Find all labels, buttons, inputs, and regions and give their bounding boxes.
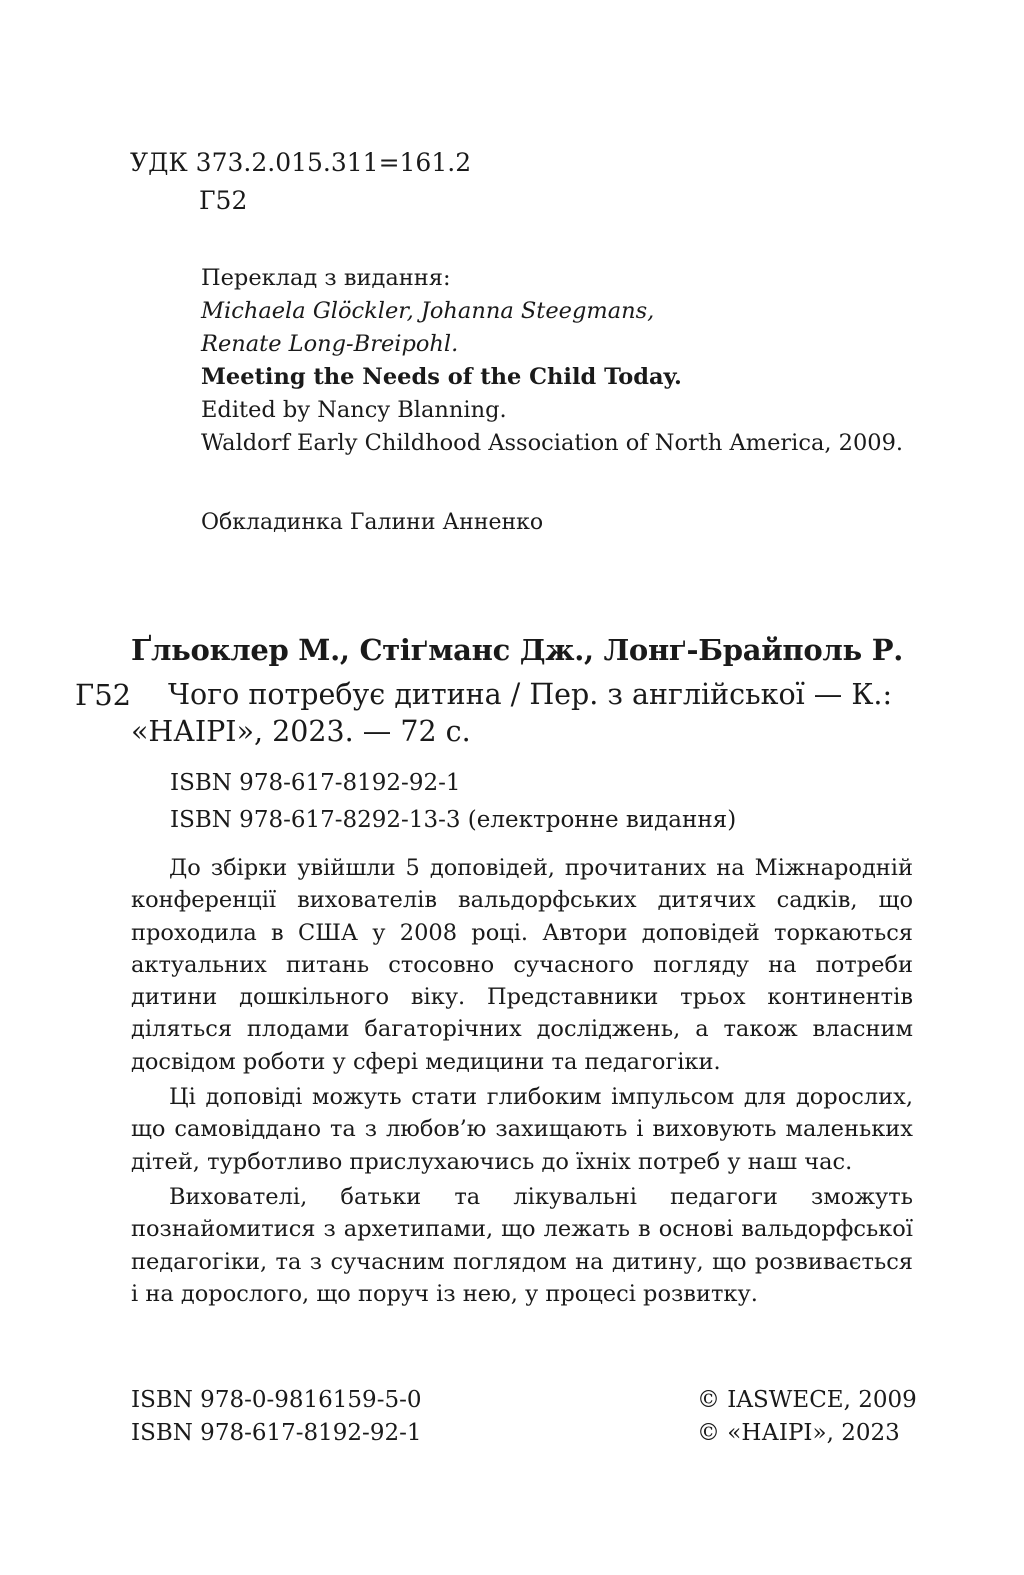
original-editor: Edited by Nancy Blanning. [201,397,507,423]
original-authors-line-2: Renate Long-Breipohl. [201,331,459,357]
bibliographic-title-line-1: Чого потребує дитина / Пер. з англійської — К.: [168,678,893,711]
annotation-paragraph: Вихователі, батьки та лікувальні педагоги зможуть познайомитися з архетипами, що лежать в основі вальдорфської педагогіки, та з сучасним поглядом на дитину, що розвивається і на дорослого, що поруч із нею, у процесі розвитку. [131,1183,913,1307]
footer-isbn-translation: ISBN 978-617-8192-92-1 [131,1420,422,1446]
bibliographic-title-line-2: «НАІРІ», 2023. — 72 с. [131,715,471,748]
annotation-paragraph: Ці доповіді можуть стати глибоким імпульсом для дорослих, що самовіддано та з любов’ю захищають і виховують маленьких дітей, турботливо прислухаючись до їхніх потреб у наш час. [131,1084,913,1175]
translation-label: Переклад з видання: [201,265,451,291]
original-authors-line-1: Michaela Glöckler, Johanna Steegmans, [201,298,655,324]
bibliographic-authors: Ґльоклер М., Стіґманс Дж., Лонґ-Брайполь Р. [131,633,903,667]
isbn-print: ISBN 978-617-8192-92-1 [170,770,461,796]
translation-source-block [201,262,903,460]
original-title: Meeting the Needs of the Child Today. [201,364,682,390]
footer-copyright-list [697,1384,917,1450]
footer-isbn-original: ISBN 978-0-9816159-5-0 [131,1387,422,1413]
bibliographic-code: Г52 [75,678,132,712]
annotation [131,852,913,1313]
udk-classification: УДК 373.2.015.311=161.2 [130,148,472,177]
author-code: Г52 [199,186,248,215]
footer-isbn-list [131,1384,422,1450]
annotation-paragraph: До збірки увійшли 5 доповідей, прочитаних на Міжнародній конференції вихователів вальдорфських дитячих садків, що проходила в США у 2008 році. Автори доповідей торкаються актуальних питань стосовно сучасного погляду на потреби дитини дошкільного віку. Представники трьох континентів діляться плодами багаторічних досліджень, а також власним досвідом роботи у сфері медицини та педагогіки. [131,855,913,1075]
cover-credit: Обкладинка Галини Анненко [201,510,544,535]
copyright-original: © IASWECE, 2009 [697,1387,917,1413]
original-publisher: Waldorf Early Childhood Association of North America, 2009. [201,430,904,456]
isbn-electronic: ISBN 978-617-8292-13-3 (електронне видання) [170,807,737,833]
isbn-block [170,765,736,839]
copyright-translation: © «НАІРІ», 2023 [697,1420,900,1446]
